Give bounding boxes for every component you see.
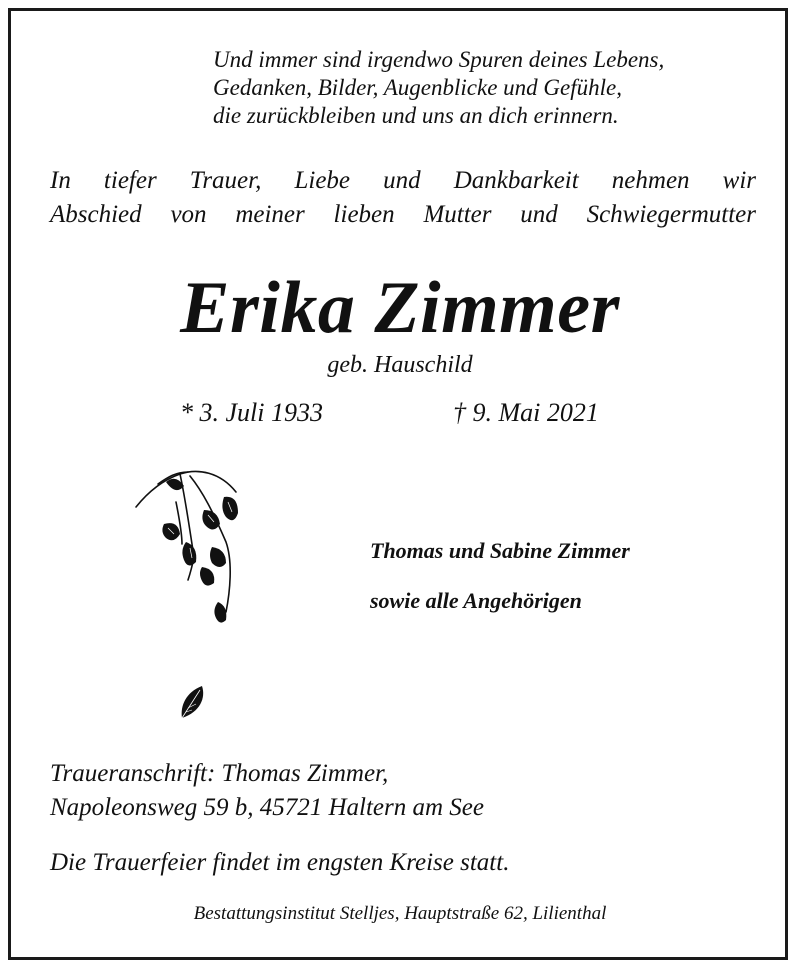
memorial-poem [213,46,664,130]
funeral-home-line: Bestattungsinstitut Stelljes, Hauptstraße 62, Lilienthal [193,903,607,924]
death-date: † 9. Mai 2021 [453,398,599,427]
mourner-line: sowie alle Angehörigen [370,588,582,613]
intro-line: Abschied von meiner lieben Mutter und Schwiegermutter [50,201,756,228]
ceremony-note: Die Trauerfeier findet im engsten Kreise statt. [50,849,510,876]
deceased-name: Erika Zimmer [180,267,620,349]
birch-branch-icon [128,462,258,637]
birth-date: * 3. Juli 1933 [180,398,323,427]
falling-leaf-icon [176,680,210,724]
poem-line: Gedanken, Bilder, Augenblicke und Gefühle, [213,75,622,100]
poem-line: Und immer sind irgendwo Spuren deines Lebens, [213,47,665,72]
mourner-line: Thomas und Sabine Zimmer [370,538,630,563]
poem-line: die zurückbleiben und uns an dich erinnern. [213,103,619,128]
birth-name: geb. Hauschild [327,352,473,378]
intro-line: In tiefer Trauer, Liebe und Dankbarkeit nehmen wir [50,167,756,194]
mourning-address-line: Napoleonsweg 59 b, 45721 Haltern am See [50,794,484,821]
mourning-address-line: Traueranschrift: Thomas Zimmer, [50,760,389,787]
